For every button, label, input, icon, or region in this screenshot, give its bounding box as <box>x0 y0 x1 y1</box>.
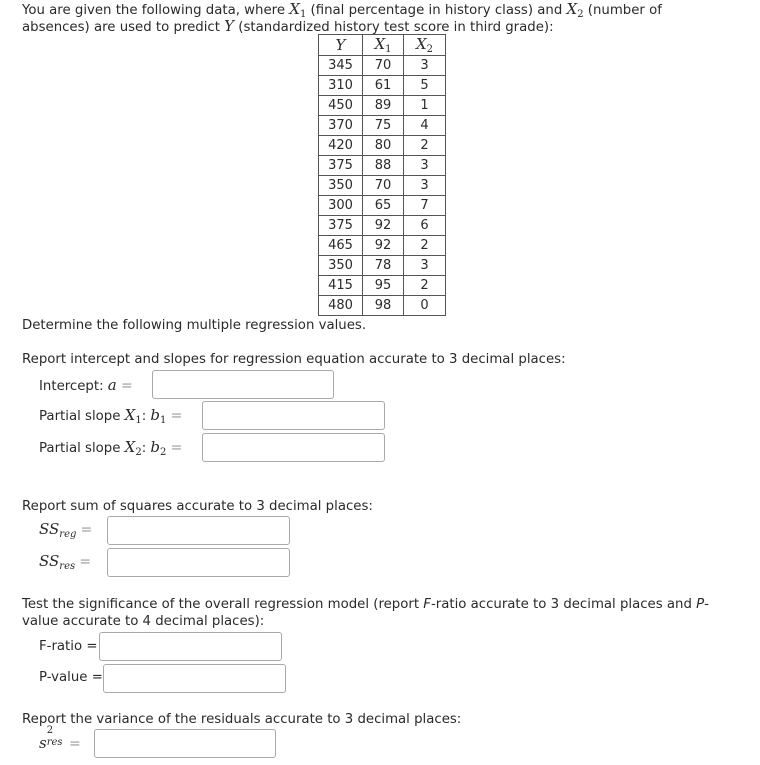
table-cell: 415 <box>319 276 363 296</box>
table-cell: 89 <box>363 96 404 116</box>
table-cell: 70 <box>363 56 404 76</box>
table-cell: 480 <box>319 296 363 316</box>
table-cell: 350 <box>319 176 363 196</box>
table-cell: 88 <box>363 156 404 176</box>
determine-text: Determine the following multiple regression values. <box>22 318 367 333</box>
p-value-label: P-value = <box>39 670 103 685</box>
table-cell: 92 <box>363 216 404 236</box>
ss-res-label: $SS_{res}$ = <box>39 552 92 572</box>
table-row <box>319 56 446 76</box>
table-row <box>319 296 446 316</box>
table-row <box>319 76 446 96</box>
table-row <box>319 96 446 116</box>
table-cell: 4 <box>404 116 446 136</box>
intro-text: (final percentage in history class) and <box>306 3 567 18</box>
intro-text: (standardized history test score in third grade): <box>234 20 554 35</box>
table-cell: 3 <box>404 56 446 76</box>
s2-res-input[interactable] <box>94 729 276 758</box>
table-cell: 1 <box>404 96 446 116</box>
table-cell: 375 <box>319 156 363 176</box>
ss-reg-input[interactable] <box>107 516 290 545</box>
section2-instruction: Report sum of squares accurate to 3 decimal places: <box>22 499 373 514</box>
table-cell: 70 <box>363 176 404 196</box>
slope1-label: Partial slope $X_1$: $b_1$ = <box>39 406 183 426</box>
table-cell: 78 <box>363 256 404 276</box>
table-cell: 3 <box>404 176 446 196</box>
table-cell: 420 <box>319 136 363 156</box>
table-row <box>319 256 446 276</box>
table-header-row <box>319 35 446 56</box>
table-row <box>319 196 446 216</box>
x2-symbol: $X_2$ <box>566 0 584 20</box>
table-row <box>319 216 446 236</box>
intercept-input[interactable] <box>152 370 334 399</box>
data-table <box>318 34 446 316</box>
table-cell: 65 <box>363 196 404 216</box>
table-cell: 98 <box>363 296 404 316</box>
section4-instruction: Report the variance of the residuals accurate to 3 decimal places: <box>22 712 462 727</box>
ss-reg-label: $SS_{reg}$ = <box>39 520 93 540</box>
table-cell: 75 <box>363 116 404 136</box>
table-row <box>319 236 446 256</box>
table-cell: 6 <box>404 216 446 236</box>
table-cell: 3 <box>404 156 446 176</box>
p-value-input[interactable] <box>103 664 286 693</box>
section3-instruction-line2: value accurate to 4 decimal places): <box>22 614 265 629</box>
intro-line-2 <box>22 17 554 35</box>
table-row <box>319 156 446 176</box>
table-cell: 0 <box>404 296 446 316</box>
table-cell: 350 <box>319 256 363 276</box>
x1-symbol: $X_1$ <box>289 0 307 20</box>
s2-res-label: s 2 res = <box>39 725 81 752</box>
table-row <box>319 176 446 196</box>
header-x1: $X_1$ <box>363 35 404 56</box>
section1-instruction: Report intercept and slopes for regression equation accurate to 3 decimal places: <box>22 352 566 367</box>
table-cell: 2 <box>404 276 446 296</box>
slope2-label: Partial slope $X_2$: $b_2$ = <box>39 438 183 458</box>
table-cell: 370 <box>319 116 363 136</box>
table-cell: 92 <box>363 236 404 256</box>
intro-text: absences) are used to predict <box>22 20 225 35</box>
table-cell: 95 <box>363 276 404 296</box>
table-cell: 7 <box>404 196 446 216</box>
table-cell: 2 <box>404 236 446 256</box>
intro-text: You are given the following data, where <box>22 3 290 18</box>
table-cell: 450 <box>319 96 363 116</box>
table-cell: 2 <box>404 136 446 156</box>
y-symbol: Y <box>224 17 235 35</box>
slope1-input[interactable] <box>202 401 385 430</box>
table-row <box>319 136 446 156</box>
intro-text: (number of <box>583 3 662 18</box>
table-cell: 61 <box>363 76 404 96</box>
f-ratio-label: F-ratio = <box>39 639 98 654</box>
ss-res-input[interactable] <box>107 548 290 577</box>
intercept-label: Intercept: a = <box>39 376 133 394</box>
table-row <box>319 276 446 296</box>
table-cell: 375 <box>319 216 363 236</box>
section3-instruction-line1: Test the significance of the overall regression model (report F-ratio accurate to 3 decimal places and P- <box>22 597 709 612</box>
table-cell: 310 <box>319 76 363 96</box>
table-cell: 80 <box>363 136 404 156</box>
slope2-input[interactable] <box>202 433 385 462</box>
table-cell: 300 <box>319 196 363 216</box>
table-cell: 465 <box>319 236 363 256</box>
f-ratio-input[interactable] <box>99 632 282 661</box>
header-y: Y <box>319 35 363 56</box>
table-cell: 3 <box>404 256 446 276</box>
table-cell: 5 <box>404 76 446 96</box>
table-cell: 345 <box>319 56 363 76</box>
table-row <box>319 116 446 136</box>
header-x2: $X_2$ <box>404 35 446 56</box>
